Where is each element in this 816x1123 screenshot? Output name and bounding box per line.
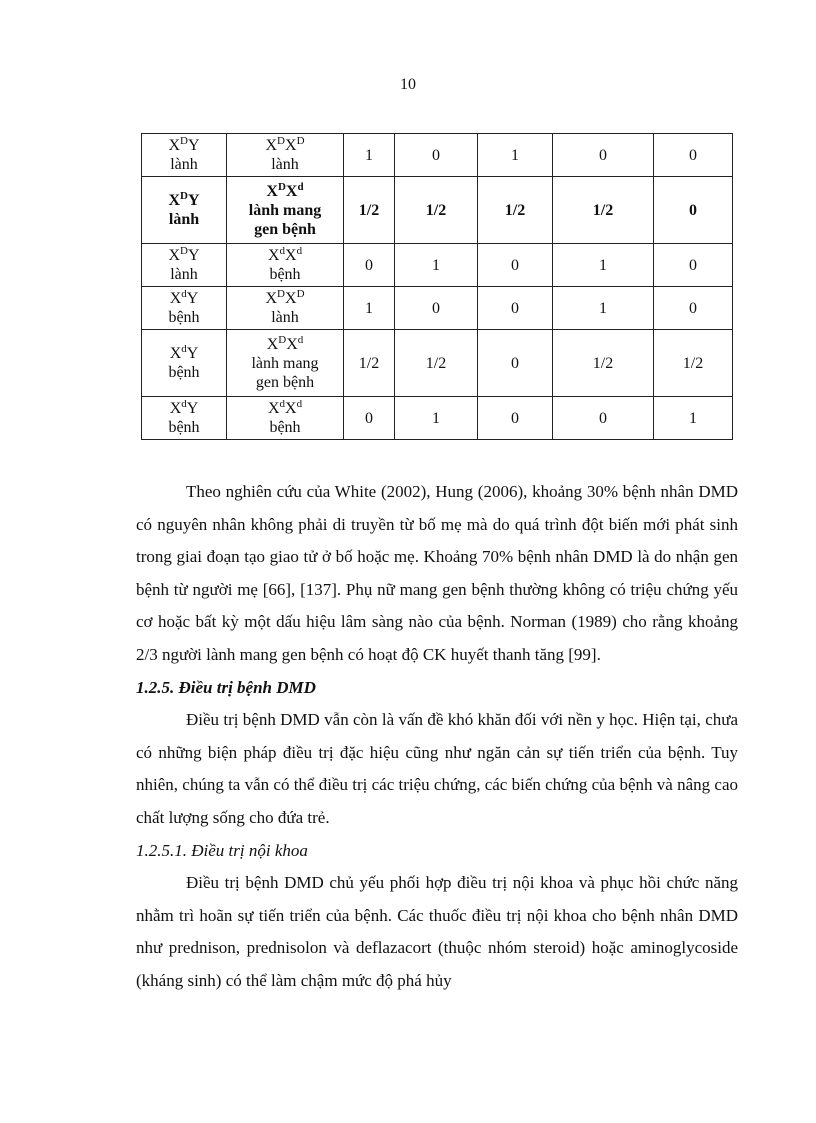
probability-cell: 0 (553, 397, 654, 440)
father-status: bệnh (168, 419, 200, 436)
mother-genotype-cell: $X^DX^d$ lành mang gen bệnh (227, 330, 344, 397)
allele-superscript: d (296, 245, 303, 257)
probability-cell: 1 (344, 287, 395, 330)
allele-superscript: D (180, 245, 188, 257)
father-genotype-cell: $X^DY$ lành (142, 244, 227, 287)
probability-cell: 1 (553, 244, 654, 287)
table-row (142, 177, 733, 244)
mother-genotype-cell: $X^DX^D$ lành (227, 287, 344, 330)
page-number: 10 (400, 76, 416, 93)
table-row (142, 244, 733, 287)
mother-status: lành (271, 309, 299, 326)
probability-cell: 0 (395, 134, 478, 177)
probability-cell: 1/2 (395, 330, 478, 397)
probability-cell: 1/2 (478, 177, 553, 244)
table-row (142, 397, 733, 440)
allele-superscript: d (279, 245, 285, 257)
allele-superscript: d (296, 398, 303, 410)
allele-superscript: D (277, 135, 285, 147)
probability-cell: 1 (553, 287, 654, 330)
paragraph-prevalence: Theo nghiên cứu của White (2002), Hung (2006), khoảng 30% bệnh nhân DMD có nguyên nhân không phải di truyền từ bố mẹ mà do quá trình đột biến mới phát sinh trong giai đoạn tạo giao tử ở bố hoặc mẹ. Khoảng 70% bệnh nhân DMD là do nhận gen bệnh từ người mẹ [66], [137]. Phụ nữ mang gen bệnh thường không có triệu chứng yếu cơ hoặc bất kỳ một dấu hiệu lâm sàng nào của bệnh. Norman (1989) cho rằng khoảng 2/3 người lành mang gen bệnh có hoạt độ CK huyết thanh tăng [99]. (136, 482, 738, 664)
mother-status: lành (271, 156, 299, 173)
probability-cell: 0 (553, 134, 654, 177)
probability-cell: 1 (654, 397, 733, 440)
probability-cell: 0 (654, 134, 733, 177)
probability-cell: 1 (395, 244, 478, 287)
father-status: lành (168, 211, 200, 228)
probability-cell: 0 (395, 287, 478, 330)
father-genotype-cell: $X^DY$ lành (142, 177, 227, 244)
father-genotype-cell: $X^dY$ bệnh (142, 397, 227, 440)
allele-superscript: d (181, 343, 187, 355)
probability-cell: 0 (478, 397, 553, 440)
mother-status: bệnh (269, 419, 301, 436)
probability-cell: 0 (654, 287, 733, 330)
probability-cell: 0 (344, 244, 395, 287)
table-row (142, 134, 733, 177)
paragraph-treatment: Điều trị bệnh DMD vẫn còn là vấn đề khó khăn đối với nền y học. Hiện tại, chưa có những biện pháp điều trị đặc hiệu cũng như ngăn cản sự tiến triển của bệnh. Tuy nhiên, chúng ta vẫn có thể điều trị các triệu chứng, các biến chứng của bệnh và nâng cao chất lượng sống cho đứa trẻ. (136, 710, 738, 827)
mother-genotype-cell: $X^dX^d$ bệnh (227, 397, 344, 440)
allele-superscript: d (181, 398, 187, 410)
mother-genotype-cell: $X^DX^d$ lành mang gen bệnh (227, 177, 344, 244)
allele-superscript: D (296, 135, 305, 147)
probability-cell: 0 (654, 244, 733, 287)
father-status: lành (170, 156, 198, 173)
allele-superscript: D (180, 135, 188, 147)
table-row (142, 287, 733, 330)
probability-cell: 1 (344, 134, 395, 177)
father-status: bệnh (168, 309, 200, 326)
allele-superscript: d (297, 333, 304, 346)
probability-cell: 0 (654, 177, 733, 244)
paragraph-medical-treatment: Điều trị bệnh DMD chủ yếu phối hợp điều trị nội khoa và phục hồi chức năng nhằm trì hoãn sự tiến triển của bệnh. Các thuốc điều trị nội khoa cho bệnh nhân DMD như prednison, prednisolon và deflazacort (thuộc nhóm steroid) hoặc aminoglycoside (kháng sinh) có thể làm chậm mức độ phá hủy (136, 873, 738, 990)
mother-status: lành mang (251, 354, 319, 372)
mother-status: gen bệnh (254, 220, 316, 238)
table-row (142, 330, 733, 397)
probability-cell: 1/2 (553, 177, 654, 244)
father-genotype-cell: $X^dY$ bệnh (142, 287, 227, 330)
allele-superscript: d (279, 398, 285, 410)
probability-cell: 1/2 (654, 330, 733, 397)
allele-superscript: d (181, 288, 187, 300)
probability-cell: 1/2 (344, 330, 395, 397)
section-heading-treatment: 1.2.5. Điều trị bệnh DMD (136, 677, 316, 697)
father-genotype-cell: $X^dY$ bệnh (142, 330, 227, 397)
probability-cell: 0 (478, 244, 553, 287)
probability-cell: 0 (344, 397, 395, 440)
mother-status: lành mang (248, 201, 322, 219)
allele-superscript: D (277, 288, 285, 300)
probability-cell: 0 (478, 330, 553, 397)
mother-status: bệnh (269, 266, 301, 283)
body-text (136, 476, 738, 998)
mother-genotype-cell: $X^dX^d$ bệnh (227, 244, 344, 287)
probability-cell: 1/2 (395, 177, 478, 244)
probability-cell: 1/2 (553, 330, 654, 397)
father-genotype-cell: $X^DY$ lành (142, 134, 227, 177)
allele-superscript: D (180, 190, 188, 202)
inheritance-table (141, 133, 733, 440)
subsection-heading-medical: 1.2.5.1. Điều trị nội khoa (136, 840, 308, 860)
probability-cell: 1/2 (344, 177, 395, 244)
father-status: bệnh (168, 364, 200, 381)
allele-superscript: D (296, 288, 305, 300)
allele-superscript: d (297, 180, 304, 193)
mother-status: gen bệnh (255, 373, 315, 391)
allele-superscript: D (278, 333, 287, 346)
father-status: lành (170, 266, 198, 283)
allele-superscript: D (277, 180, 286, 193)
probability-cell: 1 (478, 134, 553, 177)
probability-cell: 0 (478, 287, 553, 330)
probability-cell: 1 (395, 397, 478, 440)
mother-genotype-cell: $X^DX^D$ lành (227, 134, 344, 177)
